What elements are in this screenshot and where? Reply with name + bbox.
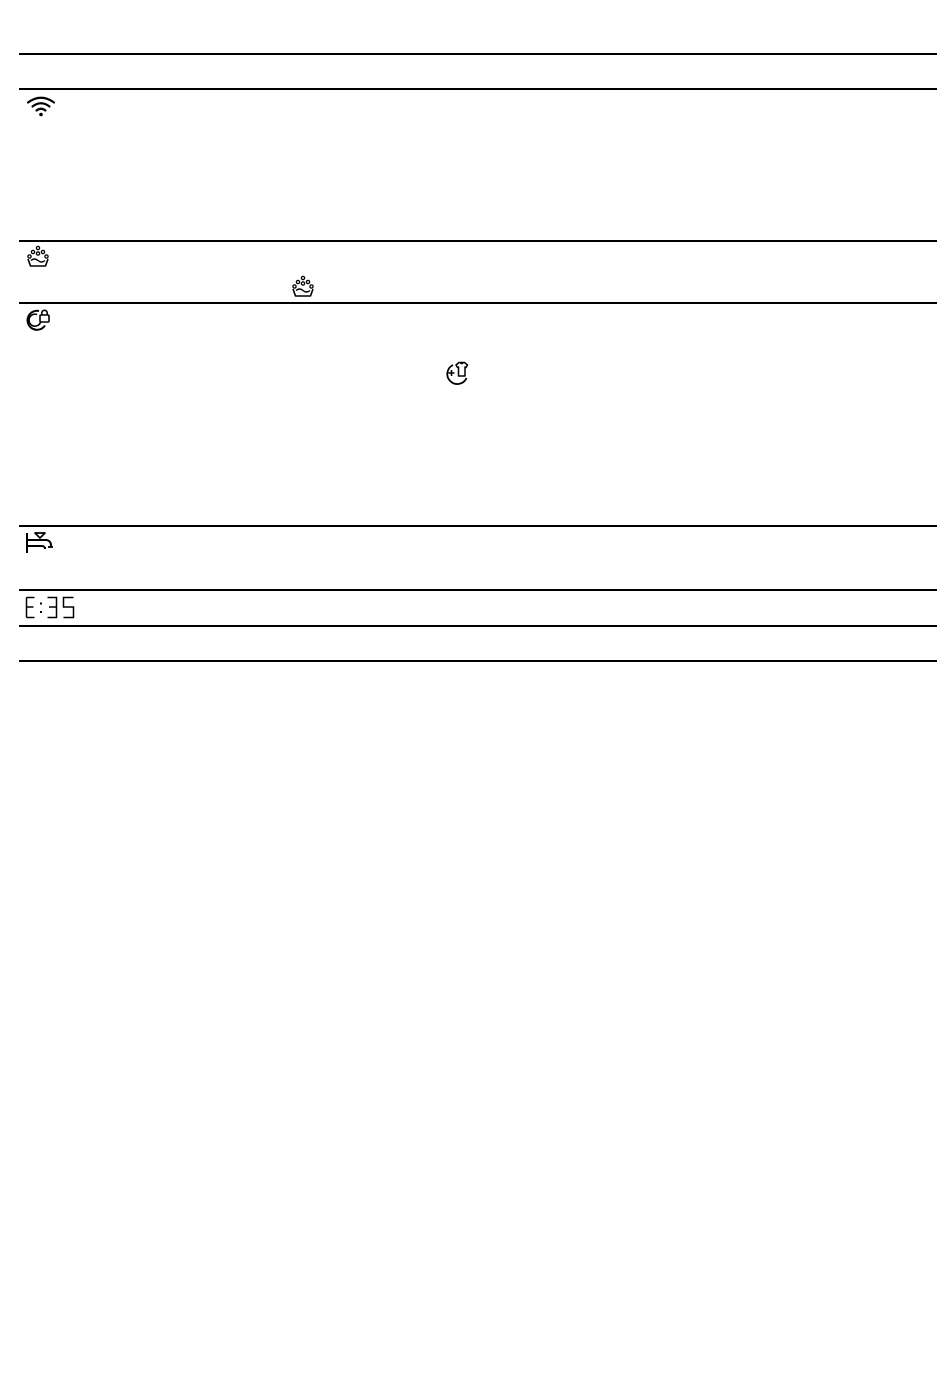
rinse-basin-inline-icon [290,275,316,299]
door-lock-icon [25,308,51,332]
table-rule-top [19,53,937,55]
table-rule-row-4 [19,589,937,591]
table-rule-row-1 [19,240,937,242]
segment-display-icon [25,596,77,620]
table-rule-header [19,88,937,90]
wifi-icon [26,95,56,117]
rinse-basin-icon [25,245,51,269]
table-rule-row-3 [19,525,937,527]
water-tap-icon [25,531,55,555]
table-rule-row-5 [19,625,937,627]
table-rule-row-2 [19,302,937,304]
table-rule-bottom [19,660,937,662]
add-laundry-icon [446,361,472,385]
